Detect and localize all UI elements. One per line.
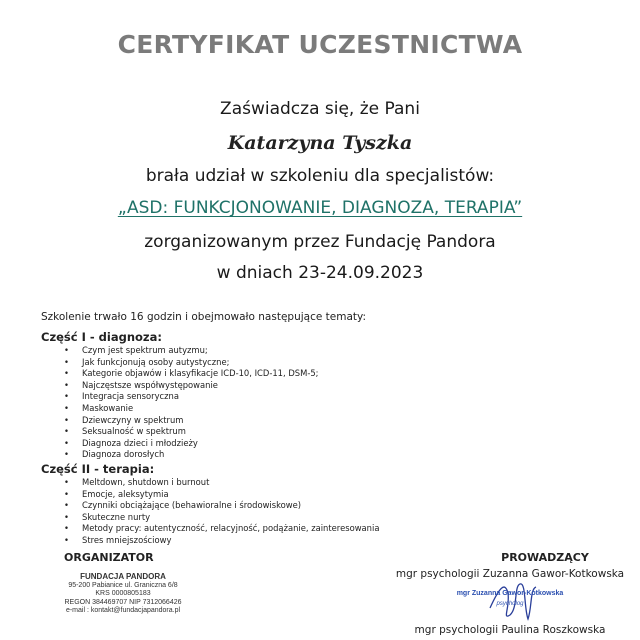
bullet-icon: • [64, 523, 69, 534]
topic-item [64, 403, 319, 415]
signature-stamp-name: mgr Zuzanna Gawor-Kotkowska [456, 590, 564, 597]
topic-text: Czym jest spektrum autyzmu; [82, 345, 208, 355]
topic-text: Najczęstsze współwystępowanie [82, 379, 218, 390]
topic-text: Meltdown, shutdown i burnout [82, 477, 210, 487]
organizer-krs: KRS 0000805183 [95, 590, 151, 597]
topic-text: Czynniki obciążające (behawioralne i środowiskowe) [82, 500, 302, 511]
bullet-icon: • [64, 477, 69, 487]
leader-2: mgr psychologii Paulina Roszkowska [414, 624, 606, 636]
part1-heading: Część I - diagnoza: [41, 330, 162, 344]
leader-1: mgr psychologii Zuzanna Gawor-Kotkowska [395, 568, 625, 580]
part1-topics [64, 345, 319, 461]
topic-text: Maskowanie [82, 402, 134, 413]
topic-text: Skuteczne nurty [82, 511, 151, 522]
certifies-text: Zaświadcza się, że Pani [220, 99, 420, 119]
organizer-heading: ORGANIZATOR [64, 551, 154, 564]
bullet-icon: • [64, 449, 69, 460]
participation-text: brała udział w szkoleniu dla specjalistów: [145, 166, 495, 186]
topic-item [64, 391, 319, 403]
topic-text: Dziewczyny w spektrum [82, 414, 184, 425]
dates-text: w dniach 23-24.09.2023 [216, 263, 424, 283]
topic-text: Seksualność w spektrum [82, 426, 186, 437]
topic-text: Kategorie objawów i klasyfikacje ICD-10, ICD-11, DSM-5; [82, 368, 319, 379]
organizer-regon-nip: REGON 384469707 NIP 7312066426 [64, 598, 182, 606]
topic-text: Stres mniejszościowy [82, 534, 172, 545]
bullet-icon: • [64, 437, 69, 448]
topic-item [64, 500, 379, 512]
topic-text: Diagnoza dzieci i młodzieży [82, 437, 198, 448]
certificate-title: CERTYFIKAT UCZESTNICTWA [117, 30, 523, 59]
topic-item [64, 523, 379, 535]
topic-item [64, 477, 379, 489]
topic-text: Diagnoza dorosłych [82, 449, 165, 460]
bullet-icon: • [64, 402, 69, 413]
bullet-icon: • [64, 345, 69, 355]
bullet-icon: • [64, 488, 69, 499]
topic-item [64, 368, 319, 380]
bullet-icon: • [64, 500, 69, 511]
organizer-email: e-mail : kontakt@fundacjapandora.pl [65, 607, 181, 614]
topic-item [64, 345, 319, 357]
topic-item [64, 438, 319, 450]
bullet-icon: • [64, 511, 69, 522]
bullet-icon: • [64, 379, 69, 390]
topic-text: Metody pracy: autentyczność, relacyjność, podążanie, zainteresowania [82, 523, 380, 534]
organizer-name: FUNDACJA PANDORA [80, 572, 166, 581]
organizer-address: 95-200 Pabianice ul. Graniczna 6/8 [68, 581, 178, 589]
topic-item [64, 449, 319, 461]
topic-item [64, 415, 319, 427]
part2-heading: Część II - terapia: [41, 462, 155, 476]
topic-text: Integracja sensoryczna [82, 391, 179, 402]
topic-item [64, 489, 379, 501]
bullet-icon: • [64, 368, 69, 379]
participant-name: Katarzyna Tyszka [227, 132, 413, 154]
bullet-icon: • [64, 414, 69, 425]
leaders-heading: PROWADZĄCY [501, 551, 589, 564]
bullet-icon: • [64, 426, 69, 437]
topic-item [64, 380, 319, 392]
organizer-text: zorganizowanym przez Fundację Pandora [144, 232, 496, 252]
course-title: „ASD: FUNKCJONOWANIE, DIAGNOZA, TERAPIA” [117, 198, 523, 218]
topic-item [64, 535, 379, 547]
bullet-icon: • [64, 534, 69, 545]
topic-text: Emocje, aleksytymia [82, 488, 169, 499]
topic-text: Jak funkcjonują osoby autystyczne; [82, 356, 230, 367]
part2-topics [64, 477, 379, 547]
signature-icon [480, 578, 550, 622]
topic-item [64, 426, 319, 438]
signature-stamp-title: psycholog [496, 601, 524, 607]
bullet-icon: • [64, 391, 69, 402]
topic-item [64, 512, 379, 524]
organizer-stamp [60, 572, 186, 616]
bullet-icon: • [64, 356, 69, 367]
training-intro: Szkolenie trwało 16 godzin i obejmowało następujące tematy: [41, 311, 366, 323]
topic-item [64, 357, 319, 369]
